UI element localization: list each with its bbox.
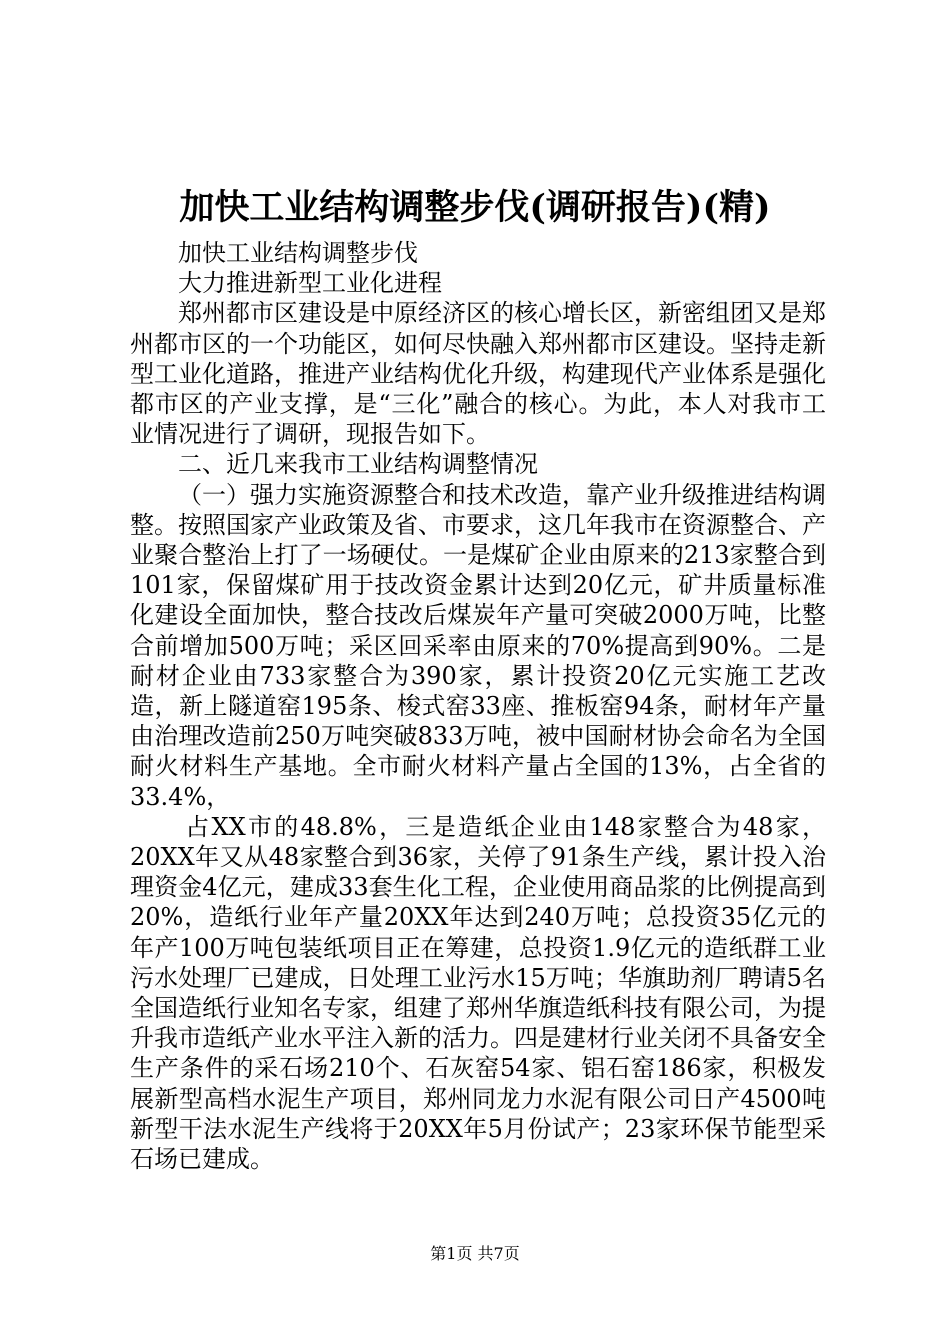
subtitle-line-2: 大力推进新型工业化进程 — [178, 269, 442, 298]
paragraph-section-1: （一）强力实施资源整合和技术改造，靠产业升级推进结构调整。按照国家产业政策及省、市要求，这几年我市在资源整合、产业聚合整治上打了一场硬仗。一是煤矿企业由原来的213家整合到101家，保留煤矿用于技改资金累计达到20亿元，矿井质量标准化建设全面加快，整合技改后煤炭年产量可突破2000万吨，比整合前增加500万吨；采区回采率由原来的70%提高到90%。二是耐材企业由733家整合为390家，累计投资20亿元实施工艺改造，新上隧道窑195条、梭式窑33座、推板窑94条，耐材年产量由治理改造前250万吨突破833万吨，被中国耐材协会命名为全国耐火材料生产基地。全市耐火材料产量占全国的13%，占全省的33.4%， — [130, 480, 826, 811]
paragraph-section-1-continued: 占XX市的48.8%，三是造纸企业由148家整合为48家，20XX年又从48家整合到36家，关停了91条生产线，累计投入治理资金4亿元，建成33套生化工程，企业使用商品浆的比例提高到20%，造纸行业年产量20XX年达到240万吨；总投资35亿元的年产100万吨包装纸项目正在筹建，总投资1.9亿元的造纸群工业污水处理厂已建成，日处理工业污水15万吨；华旗助剂厂聘请5名全国造纸行业知名专家，组建了郑州华旗造纸科技有限公司，为提升我市造纸产业水平注入新的活力。四是建材行业关闭不具备安全生产条件的采石场210个、石灰窑54家、铝石窑186家，积极发展新型高档水泥生产项目，郑州同龙力水泥有限公司日产4500吨新型干法水泥生产线将于20XX年5月份试产；23家环保节能型采石场已建成。 — [130, 812, 826, 1174]
document-title: 加快工业结构调整步伐(调研报告)(精) — [179, 187, 771, 228]
paragraph-intro: 郑州都市区建设是中原经济区的核心增长区，新密组团又是郑州都市区的一个功能区，如何尽快融入郑州都市区建设。坚持走新型工业化道路，推进产业结构优化升级，构建现代产业体系是强化都市区的产业支撑，是“三化”融合的核心。为此，本人对我市工业情况进行了调研，现报告如下。 — [130, 299, 826, 449]
section-heading: 二、近几来我市工业结构调整情况 — [178, 450, 538, 479]
subtitle-line-1: 加快工业结构调整步伐 — [178, 239, 418, 267]
document-body — [130, 238, 826, 1174]
page-footer: 第1页 共7页 — [430, 1244, 520, 1263]
